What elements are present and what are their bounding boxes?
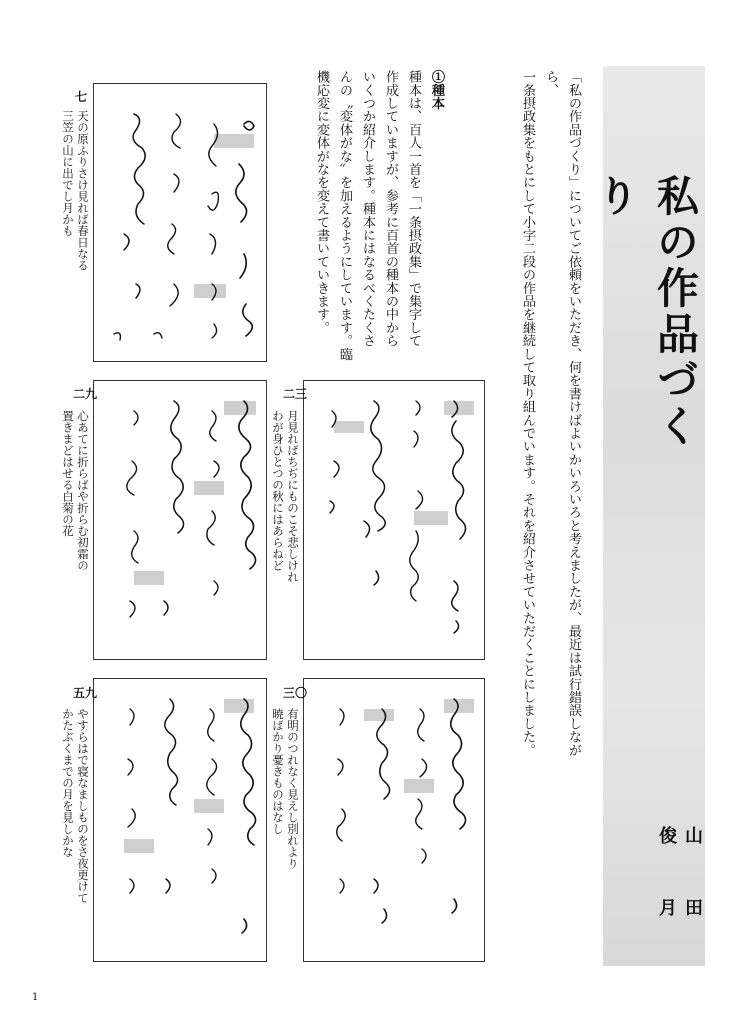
poem-line: 有明のつれなく見えし別れより bbox=[286, 708, 300, 869]
calligraphy-image bbox=[94, 84, 266, 361]
poem-number: 二九 bbox=[73, 387, 98, 401]
section-line: 種本は、百人一首を「一条摂政集」で集字して bbox=[406, 70, 421, 348]
poem-line: かたぶくまでの月を見しかな bbox=[61, 708, 75, 858]
calligraphy-frame-30 bbox=[303, 678, 485, 962]
poem-text-59 bbox=[56, 708, 90, 948]
poem-text-7 bbox=[56, 110, 90, 350]
poem-line: 月見ればちぢにものこそ悲しけれ bbox=[286, 410, 300, 583]
poem-number: 三〇 bbox=[283, 686, 308, 700]
intro-line: 「私の作品づくり」についてご依頼をいただき、何を書けばよいかいろいろと考えましたが、最近は試行錯誤しながら、 bbox=[543, 70, 581, 757]
poem-text-30 bbox=[266, 708, 300, 948]
intro-paragraph bbox=[520, 70, 585, 760]
title-band bbox=[591, 66, 705, 970]
section-tanehon bbox=[314, 70, 448, 370]
poem-text-29 bbox=[56, 410, 90, 650]
poem-line: 天の原ふりさけ見れば春日なる bbox=[76, 110, 90, 271]
section-line: んの〝変体がな〟を加えるようにしています。臨 bbox=[337, 70, 352, 361]
intro-line: 一条摂政集をもとにして小字二段の作品を継続して取り組んでいます。それを紹介させていただくことにしました。 bbox=[520, 70, 535, 757]
poem-number: 七 bbox=[75, 90, 88, 104]
poem-number: 五九 bbox=[73, 686, 98, 700]
poem-text-23 bbox=[266, 410, 300, 650]
poem-line: やすらはで寝なましものをさ夜更けて bbox=[76, 708, 90, 904]
poem-number: 二三 bbox=[283, 387, 308, 401]
section-line: いくつか紹介します。種本にはなるべくたくさ bbox=[360, 70, 375, 348]
poem-line: 三笠の山に出でし月かも bbox=[61, 110, 75, 237]
poem-line: 心あてに折らばや折らむ初霜の bbox=[76, 410, 90, 571]
poem-line: わが身ひとつの秋にはあらねど bbox=[271, 410, 285, 571]
page-title: 私の作品づくり bbox=[591, 174, 700, 450]
page-number: 1 bbox=[32, 992, 39, 1003]
calligraphy-frame-7 bbox=[93, 83, 267, 362]
poem-line: 暁ばかり憂きものはなし bbox=[271, 708, 285, 835]
calligraphy-image bbox=[304, 381, 484, 659]
section-line: 作成していますが、参考に百首の種本の中から bbox=[383, 70, 398, 348]
poem-line: 置きまどはせる白菊の花 bbox=[61, 410, 75, 537]
section-line: 機応変に変体がなを変えて書いていきます。 bbox=[314, 70, 329, 334]
section-heading: ①種本 bbox=[429, 70, 444, 110]
calligraphy-image bbox=[94, 679, 266, 961]
calligraphy-image bbox=[94, 381, 266, 659]
calligraphy-frame-59 bbox=[93, 678, 267, 962]
calligraphy-frame-29 bbox=[93, 380, 267, 660]
calligraphy-frame-23 bbox=[303, 380, 485, 660]
author-name: 山 田 俊 月 bbox=[656, 826, 703, 970]
calligraphy-image bbox=[304, 679, 484, 961]
